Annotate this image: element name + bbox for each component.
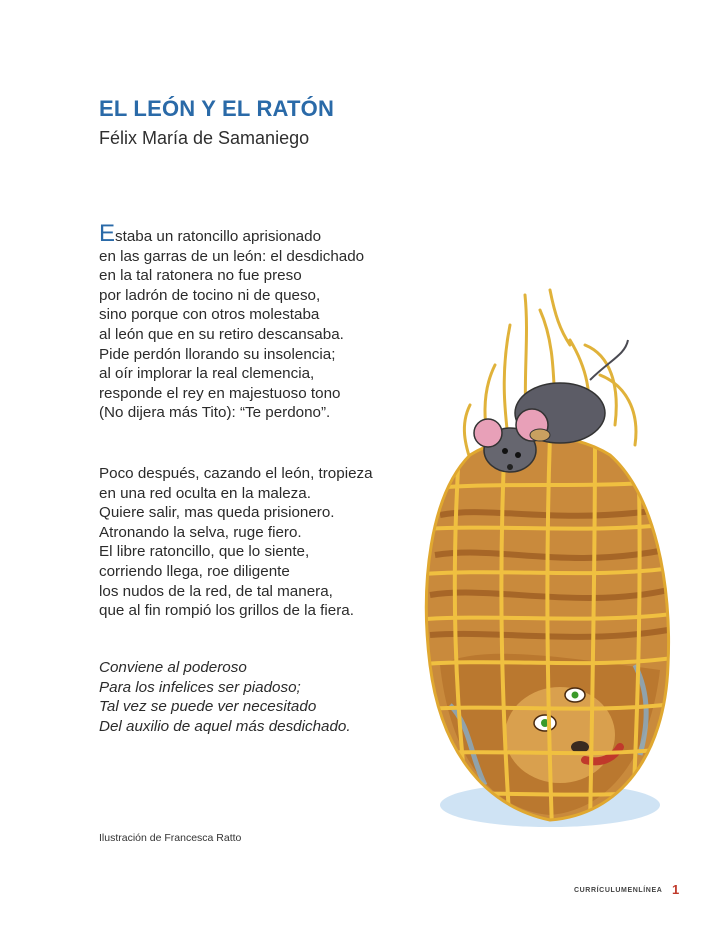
poem-line: Quiere salir, mas queda prisionero. <box>99 504 335 522</box>
mouse-tail <box>590 340 628 380</box>
poem-line: Conviene al poderoso <box>99 659 247 676</box>
poem-line: sino porque con otros molestaba <box>99 306 320 324</box>
poem-line: en la tal ratonera no fue preso <box>99 267 302 285</box>
lion-face <box>505 687 615 783</box>
poem-line: (No dijera más Tito): “Te perdono”. <box>99 404 331 422</box>
stanza-3-moral <box>99 658 351 736</box>
lion-pupil-right <box>572 692 579 699</box>
poem-title: EL LEÓN Y EL RATÓN <box>99 96 335 121</box>
drop-cap-letter: E <box>99 220 116 247</box>
poem-line: Estaba un ratoncillo aprisionado <box>99 220 322 247</box>
poem-line: Del auxilio de aquel más desdichado. <box>99 717 351 735</box>
mouse-paw <box>530 429 550 441</box>
poem-line: responde el rey en majestuoso tono <box>99 384 341 402</box>
poem-line: en una red oculta en la maleza. <box>99 484 311 502</box>
poem-line: que al fin rompió los grillos de la fiera. <box>99 602 354 620</box>
mouse-ear-left <box>474 419 502 447</box>
mouse-nose <box>507 464 513 470</box>
poem-line: Atronando la selva, ruge fiero. <box>99 523 302 541</box>
poem-line: Pide perdón llorando su insolencia; <box>99 345 336 363</box>
illustration-credit: Ilustración de Francesca Ratto <box>99 832 242 844</box>
stanza-2 <box>99 464 373 621</box>
footer-brand: CURRÍCULUMENLÍNEA <box>574 887 663 894</box>
lion-in-net-with-mouse-illustration <box>410 285 680 830</box>
poem-line: al oír implorar la real clemencia, <box>99 365 315 383</box>
mouse-eye <box>502 448 508 454</box>
page-number: 1 <box>672 882 680 897</box>
poem-line: Poco después, cazando el león, tropieza <box>99 465 373 482</box>
poem-line: corriendo llega, roe diligente <box>99 562 290 580</box>
poem-line: al león que en su retiro descansaba. <box>99 325 344 343</box>
poem-line: Para los infelices ser piadoso; <box>99 678 301 696</box>
poem-line: por ladrón de tocino ni de queso, <box>99 286 321 304</box>
poem-author: Félix María de Samaniego <box>99 128 310 148</box>
poem-line: Tal vez se puede ver necesitado <box>99 698 317 716</box>
poem-line: El libre ratoncillo, que lo siente, <box>99 543 310 561</box>
poem-line: los nudos de la red, de tal manera, <box>99 582 333 600</box>
stanza-1 <box>99 220 365 423</box>
poem-line: en las garras de un león: el desdichado <box>99 247 365 265</box>
